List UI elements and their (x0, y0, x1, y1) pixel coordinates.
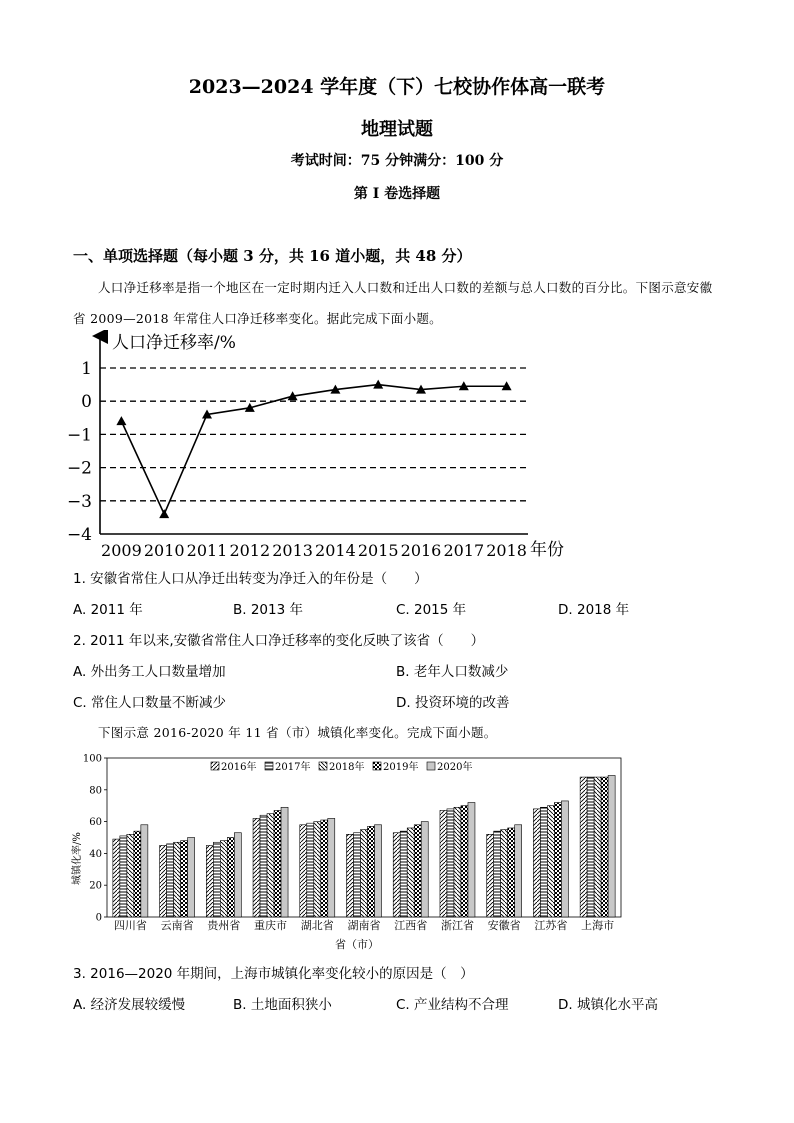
line-chart-ytick: 0 (81, 392, 92, 413)
bar-chart-bar (328, 818, 335, 917)
bar-chart-ytick: 40 (89, 848, 102, 860)
bar-chart-bar (547, 806, 554, 917)
bar-chart-bar (307, 823, 314, 917)
bar-chart-xtick: 湖南省 (347, 919, 381, 932)
bar-chart-bar (407, 828, 414, 917)
bar-chart-bar (361, 830, 368, 917)
bar-chart-legend-swatch (265, 762, 273, 770)
question-2-option-c[interactable]: C. 常住人口数量不断减少 (73, 695, 227, 711)
exam-info: 考试时间：75 分钟满分：100 分 (290, 153, 504, 169)
bar-chart-bar (234, 833, 241, 917)
bar-chart-legend-swatch (211, 762, 219, 770)
line-chart-xtick: 2014 (315, 541, 356, 560)
question-1-option-b[interactable]: B. 2013 年 (233, 602, 303, 618)
bar-chart-bar (515, 825, 522, 917)
question-2-option-b[interactable]: B. 老年人口数减少 (396, 664, 509, 680)
bar-chart-bar (314, 822, 321, 917)
bar-chart-bar (160, 845, 167, 917)
bar-chart-xtick: 安徽省 (487, 919, 521, 932)
bar-chart-bar (321, 820, 328, 917)
line-chart-point (116, 416, 126, 425)
bar-chart-bar (354, 833, 361, 917)
bar-chart-xtick: 江苏省 (534, 919, 568, 932)
bar-chart-bar (134, 831, 141, 917)
bar-chart-bar (253, 818, 260, 917)
bar-chart-bar (554, 803, 561, 917)
line-chart-xtick: 2013 (272, 541, 313, 560)
line-chart-xtick: 2017 (443, 541, 485, 560)
urbanization-bar-chart (65, 750, 635, 955)
bar-chart-bar (281, 807, 288, 917)
bar-chart-bar (174, 842, 181, 917)
bar-chart-xtick: 重庆市 (254, 919, 288, 932)
line-chart-point (159, 509, 169, 518)
bar-chart-bar (227, 838, 234, 918)
bar-chart-xlabel: 省（市） (335, 938, 379, 951)
subject-title: 地理试题 (361, 119, 433, 140)
bar-chart-bar (127, 834, 134, 917)
bar-chart-legend-label: 2018年 (329, 762, 365, 773)
line-chart-ytick: −3 (66, 491, 92, 512)
bar-chart-bar (368, 826, 375, 917)
line-chart-ytick: −2 (66, 458, 92, 479)
question-1-option-c[interactable]: C. 2015 年 (396, 602, 467, 618)
bar-chart-ytick: 0 (95, 912, 102, 924)
question-3-option-c[interactable]: C. 产业结构不合理 (396, 997, 509, 1013)
line-chart-ytick: 1 (81, 359, 92, 379)
bar-chart-bar (188, 838, 195, 918)
bar-chart-ytick: 20 (89, 880, 102, 892)
bar-chart-bar (494, 831, 501, 917)
line-chart-xtick: 2010 (143, 541, 185, 560)
bar-chart-bar (300, 825, 307, 917)
bar-chart-bar (400, 831, 407, 917)
bar-chart-bar (608, 775, 615, 917)
bar-chart-legend-label: 2016年 (221, 762, 257, 773)
bar-chart-bar (440, 810, 447, 917)
bar-chart-bar (393, 833, 400, 917)
bar-chart-bar (414, 825, 421, 917)
volume-title: 第 I 卷选择题 (353, 186, 441, 202)
bar-chart-bar (167, 844, 174, 917)
bar-chart-xtick: 贵州省 (207, 919, 241, 932)
bar-chart-ytick: 100 (82, 753, 102, 765)
question-2-option-a[interactable]: A. 外出务工人口数量增加 (73, 664, 226, 680)
line-chart-xtick: 2009 (101, 541, 142, 560)
bar-chart-bar (267, 814, 274, 917)
line-chart-ylabel: 人口净迁移率/% (112, 333, 236, 353)
bar-chart-legend-swatch (373, 762, 381, 770)
question-3-option-b[interactable]: B. 土地面积狭小 (233, 997, 332, 1013)
line-chart-point (373, 380, 383, 389)
intro-paragraph-2: 下图示意 2016-2020 年 11 省（市）城镇化率变化。完成下面小题。 (98, 725, 497, 740)
question-1-option-d[interactable]: D. 2018 年 (558, 602, 630, 618)
bar-chart-bar (447, 809, 454, 917)
bar-chart-legend-label: 2019年 (383, 762, 419, 773)
bar-chart-bar (141, 825, 148, 917)
line-chart-xtick: 2012 (229, 541, 271, 560)
bar-chart-xtick: 四川省 (113, 919, 147, 932)
intro-paragraph-1: 人口净迁移率是指一个地区在一定时期内迁入人口数和迁出人口数的差额与总人口数的百分比。下图示意安徽省 2009—2018 年常住人口净迁移率变化。据此完成下面小题。 (73, 280, 713, 326)
bar-chart-bar (375, 825, 382, 917)
bar-chart-legend-label: 2017年 (275, 762, 311, 773)
bar-chart-legend-swatch (427, 762, 435, 770)
bar-chart-bar (213, 842, 220, 917)
exam-title: 2023—2024 学年度（下）七校协作体高一联考 (188, 76, 606, 98)
question-1-option-a[interactable]: A. 2011 年 (73, 602, 143, 618)
bar-chart-xtick: 上海市 (581, 919, 615, 932)
line-chart-xlabel: 年份 (530, 540, 564, 560)
line-chart-series (121, 385, 506, 514)
question-3-option-d[interactable]: D. 城镇化水平高 (558, 997, 658, 1013)
bar-chart-xtick: 江西省 (394, 919, 428, 932)
bar-chart-bar (120, 836, 127, 917)
line-chart-xtick: 2016 (400, 541, 442, 560)
bar-chart-bar (501, 830, 508, 917)
bar-chart-bar (601, 777, 608, 917)
question-2-option-d[interactable]: D. 投资环境的改善 (396, 695, 510, 711)
line-chart-xtick: 2015 (357, 541, 399, 560)
line-chart-ytick: −4 (66, 525, 92, 545)
bar-chart-bar (260, 815, 267, 917)
bar-chart-bar (454, 807, 461, 917)
bar-chart-bar (206, 845, 213, 917)
question-3-stem: 3. 2016—2020 年期间，上海市城镇化率变化较小的原因是（ ） (73, 966, 474, 982)
line-chart-xtick: 2011 (186, 541, 228, 560)
bar-chart-xtick: 浙江省 (440, 919, 474, 932)
bar-chart-bar (468, 803, 475, 917)
bar-chart-bar (113, 839, 120, 917)
bar-chart-bar (274, 810, 281, 917)
bar-chart-bar (561, 801, 568, 917)
bar-chart-bar (508, 828, 515, 917)
question-1-stem: 1. 安徽省常住人口从净迁出转变为净迁入的年份是（ ） (73, 571, 428, 587)
bar-chart-bar (594, 777, 601, 917)
bar-chart-bar (540, 807, 547, 917)
bar-chart-bar (533, 809, 540, 917)
bar-chart-legend-label: 2020年 (437, 762, 473, 773)
line-chart-xtick: 2018 (486, 541, 527, 560)
bar-chart-ytick: 60 (89, 817, 102, 829)
bar-chart-ylabel: 城镇化率/% (72, 832, 83, 885)
bar-chart-bar (461, 806, 468, 917)
bar-chart-bar (580, 777, 587, 917)
section-heading: 一、单项选择题（每小题 3 分，共 16 道小题，共 48 分） (73, 247, 472, 265)
migration-rate-line-chart (60, 330, 620, 560)
question-2-stem: 2. 2011 年以来,安徽省常住人口净迁移率的变化反映了该省（ ） (73, 633, 485, 649)
bar-chart-bar (421, 822, 428, 917)
bar-chart-xtick: 云南省 (160, 919, 194, 932)
bar-chart-bar (587, 777, 594, 917)
question-3-option-a[interactable]: A. 经济发展较缓慢 (73, 997, 186, 1013)
bar-chart-bar (181, 841, 188, 917)
bar-chart-xtick: 湖北省 (300, 919, 334, 932)
bar-chart-bar (347, 834, 354, 917)
bar-chart-bar (487, 834, 494, 917)
bar-chart-bar (220, 841, 227, 917)
line-chart-ytick: −1 (66, 425, 92, 446)
bar-chart-legend-swatch (319, 762, 327, 770)
bar-chart-ytick: 80 (89, 785, 102, 797)
